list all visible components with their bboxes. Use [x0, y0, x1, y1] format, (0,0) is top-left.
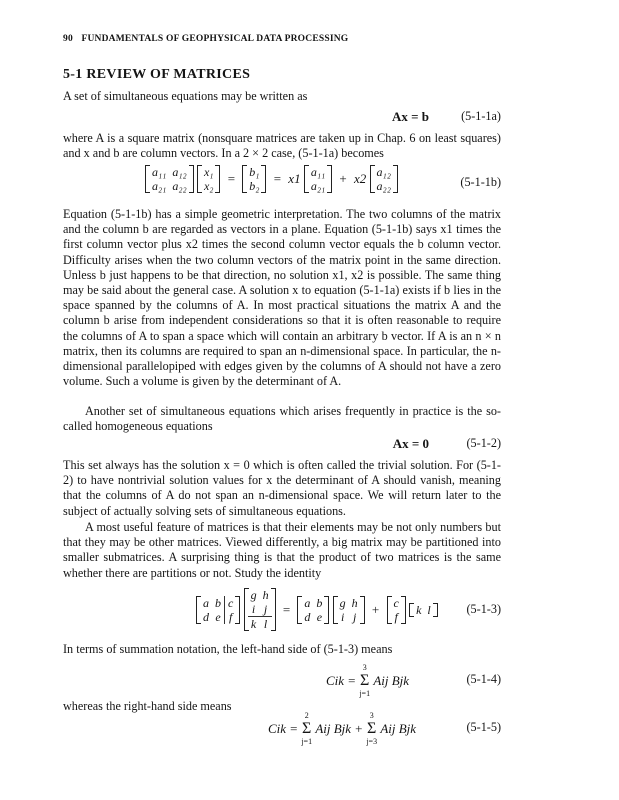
partitioned-matrix: g h i j k l [244, 588, 276, 631]
coefficient-x1: x1 [288, 171, 301, 186]
plus-sign: + [371, 601, 380, 617]
summation-sign: 3 Σ j=1 [359, 663, 371, 698]
equation-5-1-5 [63, 711, 501, 745]
summation-expression [268, 711, 416, 747]
equals-sign: = [227, 171, 236, 186]
partitioned-matrix: a b c d e f [196, 596, 240, 624]
paragraph-summation: In terms of summation notation, the left-hand side of (5-1-3) means [63, 642, 393, 656]
summation-sign: 3 Σ j=3 [366, 711, 378, 746]
equals-sign: = [273, 171, 282, 186]
equation-label: (5-1-2) [466, 436, 501, 450]
equation-label: (5-1-1b) [460, 175, 501, 189]
submatrix: a b d e [297, 596, 329, 624]
plus-sign: + [339, 171, 347, 186]
submatrix: g h i j [333, 596, 365, 624]
summation-sign: 2 Σ j=1 [301, 711, 313, 746]
summand: Aij Bjk [380, 721, 417, 736]
summation-expression [326, 663, 409, 699]
matrix-a: a₁₁ a₁₂ a₂₁ a₂₂ [145, 165, 194, 193]
partitioned-identity [196, 588, 438, 631]
equals-sign: = [282, 601, 291, 617]
summand: Aij Bjk + [315, 721, 364, 736]
equation-text: Ax = b [391, 109, 429, 124]
equation-label: (5-1-4) [466, 672, 501, 686]
vector-x: x₁ x₂ [197, 165, 221, 193]
coefficient-x2: x2 [354, 171, 367, 186]
column-1: a₁₁ a₂₁ [304, 165, 332, 193]
equation-5-1-4 [63, 663, 501, 697]
equation-label: (5-1-1a) [461, 109, 501, 123]
column-2: a₁₂ a₂₂ [370, 165, 398, 193]
running-title: FUNDAMENTALS OF GEOPHYSICAL DATA PROCESSING [81, 34, 349, 44]
equation-text: Ax = 0 [392, 436, 429, 451]
equation-label: (5-1-3) [466, 602, 501, 616]
equation-5-1-1b [63, 165, 501, 201]
paragraph-where: where A is a square matrix (nonsquare matrices are taken up in Chap. 6 on least squares) and x and b are column vectors. In a 2 × 2 case, (5-1-1a) becomes [63, 131, 501, 161]
paragraph-homogeneous: Another set of simultaneous equations which arises frequently in practice is the so-called homogeneous equations [63, 404, 501, 434]
equation-5-1-3 [63, 588, 501, 634]
paragraph-partition: A most useful feature of matrices is that their elements may be not only numbers but that they may be other matrices. Viewed differently, a big matrix may be partitioned into smaller submatrices. A surprising thing is that the product of two matrices is the same whether there are partitions or not. Study the identity [63, 520, 501, 580]
section-title: 5-1 REVIEW OF MATRICES [63, 67, 251, 82]
lhs: Cik = [326, 673, 357, 688]
summand: Aij Bjk [373, 673, 410, 688]
vector-b: b₁ b₂ [242, 165, 266, 193]
lhs: Cik = [268, 721, 299, 736]
paragraph-geometric: Equation (5-1-1b) has a simple geometric interpretation. The two columns of the matrix and the column b are regarded as vectors in a plane. Equation (5-1-1b) says x1 times the first column vector plus x2 times the second column vector equals the b column vector. Difficulty arises when the two column vectors of the matrix point in the same direction. Unless b just happens to be that direction, no solution x1, x2 is possible. The same thing may be said about the general case. A solution x to equation (5-1-1a) exists if b lies in the space spanned by the columns of A. In most practical situations the matrix A and the column b arise from independent considerations so that it is often reasonable to require the columns of A to span a space which will contain an arbitrary b vector. If A is an n × n matrix, then its columns are required to span an n-dimensional space. In particular, the n-dimensional parallelopiped with edges given by the columns of A should not have a zero volume. Such a volume is given by the determinant of A. [63, 207, 501, 389]
paragraph-rhs: whereas the right-hand side means [63, 699, 232, 713]
matrix-equation [145, 165, 398, 193]
equation-label: (5-1-5) [466, 720, 501, 734]
submatrix: k l [409, 603, 438, 617]
paragraph-intro: A set of simultaneous equations may be written as [63, 89, 308, 103]
paragraph-trivial: This set always has the solution x = 0 which is often called the trivial solution. For (5-1-2) to have nontrivial solution values for x the determinant of A should vanish, meaning that the columns of A do not span an n-dimensional space. We will return later to the subject of actually solving sets of simultaneous equations. [63, 458, 501, 518]
running-head [63, 34, 348, 44]
submatrix: c f [387, 596, 406, 624]
page-number: 90 [63, 34, 73, 44]
